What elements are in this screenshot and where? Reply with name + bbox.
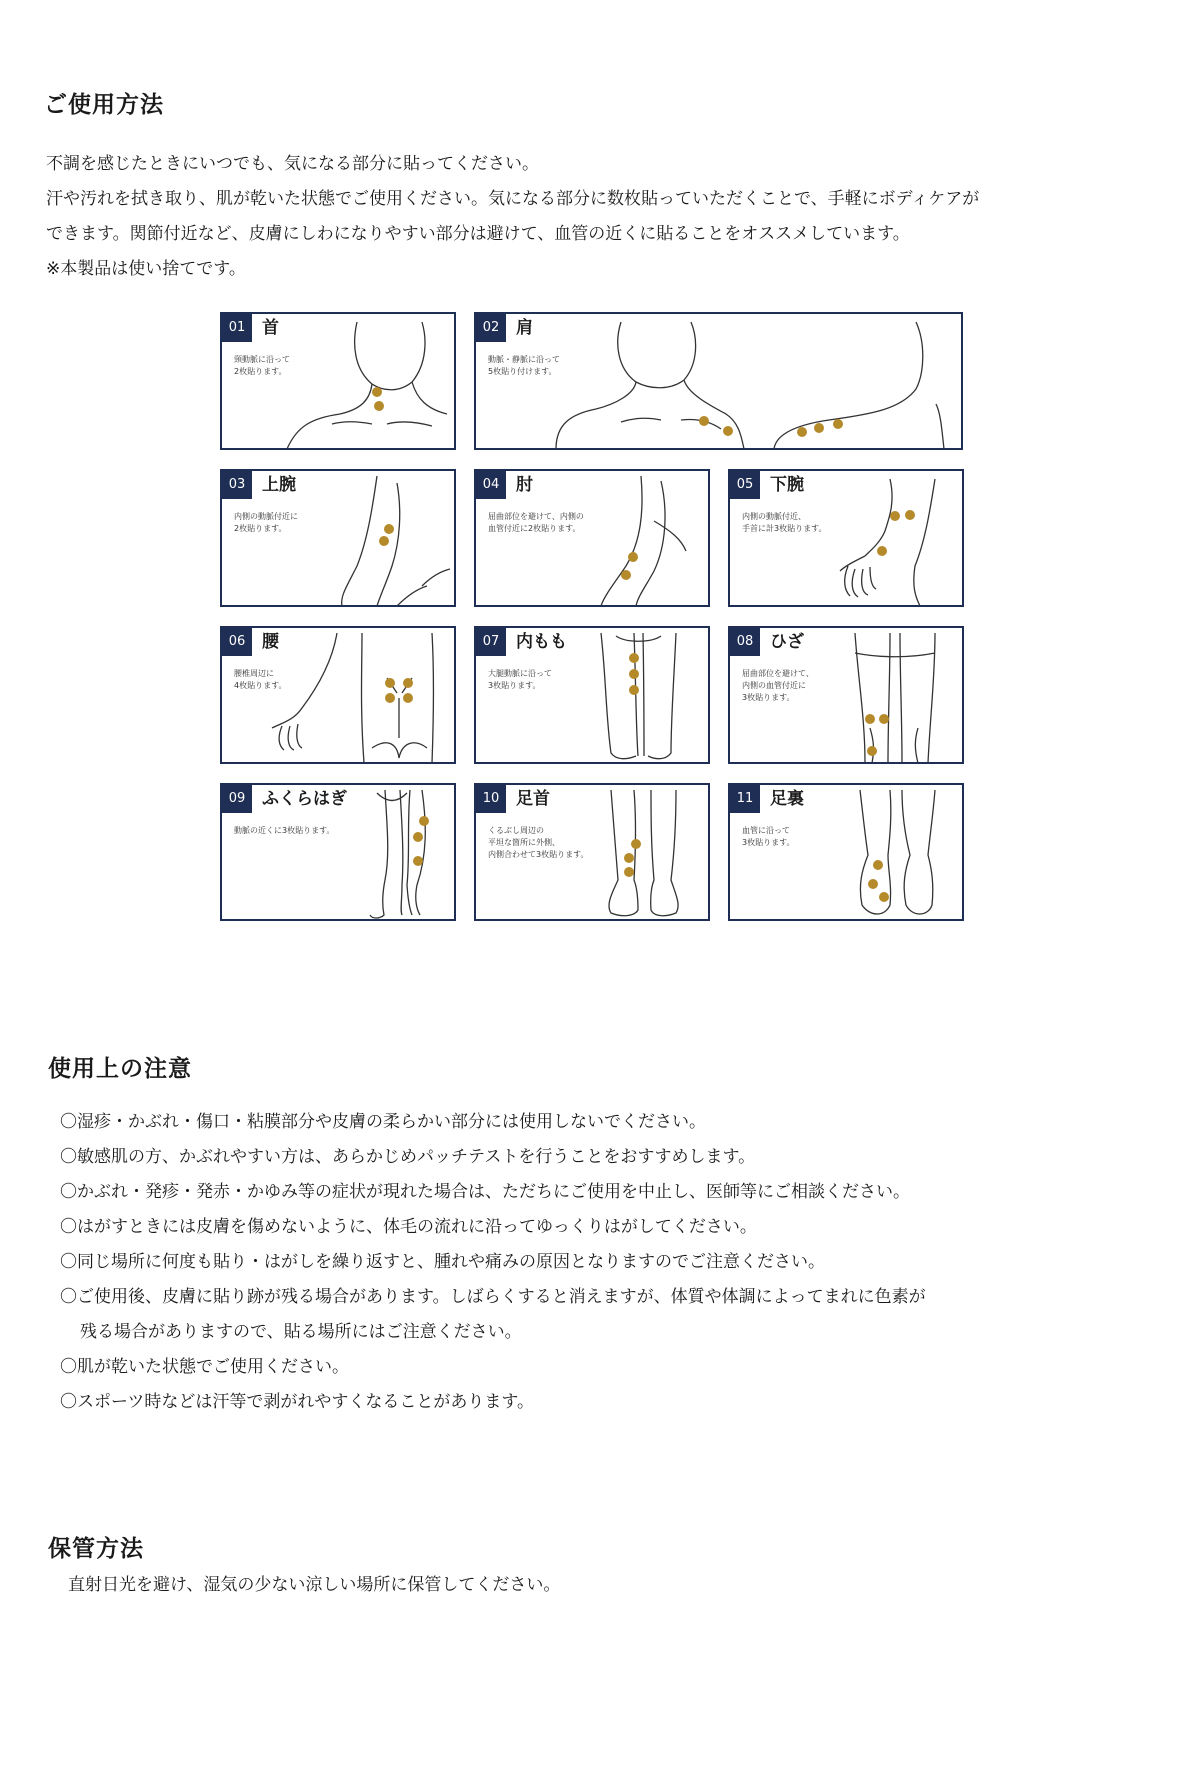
- panel-number: 03: [222, 471, 252, 499]
- patch-dot: [905, 510, 915, 520]
- inner-thigh-illustration: [476, 628, 710, 764]
- patch-dot: [723, 426, 733, 436]
- caution-item: 〇はがすときには皮膚を傷めないように、体毛の流れに沿ってゆっくりはがしてください。: [60, 1217, 757, 1237]
- caution-item: 〇敏感肌の方、かぶれやすい方は、あらかじめパッチテストを行うことをおすすめします。: [60, 1147, 756, 1167]
- patch-dot: [873, 860, 883, 870]
- patch-dot: [379, 536, 389, 546]
- panel-number: 10: [476, 785, 506, 813]
- storage-text: 直射日光を避け、湿気の少ない涼しい場所に保管してください。: [68, 1575, 561, 1595]
- usage-text: [46, 147, 1156, 287]
- panel-number: 07: [476, 628, 506, 656]
- panel-title: 肘: [516, 475, 533, 495]
- panel-number: 04: [476, 471, 506, 499]
- panel-desc: くるぶし周辺の 平坦な箇所に外側、 内側合わせて3枚貼ります。: [488, 826, 589, 859]
- forearm-illustration: [730, 471, 964, 607]
- caution-item: 〇ご使用後、皮膚に貼り跡が残る場合があります。しばらくすると消えますが、体質や体調によってまれに色素が: [60, 1287, 926, 1307]
- panel-desc: 内側の動脈付近に 2枚貼ります。: [234, 512, 298, 533]
- caution-item: 〇湿疹・かぶれ・傷口・粘膜部分や皮膚の柔らかい部分には使用しないでください。: [60, 1112, 706, 1132]
- usage-title: ご使用方法: [44, 92, 164, 118]
- patch-dot: [629, 653, 639, 663]
- panel-number: 05: [730, 471, 760, 499]
- patch-dot: [867, 746, 877, 756]
- panel-number: 09: [222, 785, 252, 813]
- patch-dot: [865, 714, 875, 724]
- patch-dot: [372, 387, 382, 397]
- patch-dot: [631, 839, 641, 849]
- upper-arm-illustration: [222, 471, 456, 607]
- patch-dot: [419, 816, 429, 826]
- patch-dot: [797, 427, 807, 437]
- panel-ankle: [474, 783, 710, 921]
- patch-dot: [879, 892, 889, 902]
- panel-upper-arm: [220, 469, 456, 607]
- patch-dot: [629, 669, 639, 679]
- caution-item: 残る場合がありますので、貼る場所にはご注意ください。: [80, 1322, 522, 1342]
- panel-number: 08: [730, 628, 760, 656]
- caution-item: 〇かぶれ・発疹・発赤・かゆみ等の症状が現れた場合は、ただちにご使用を中止し、医師等にご相談ください。: [60, 1182, 910, 1202]
- patch-dot: [699, 416, 709, 426]
- patch-dot: [403, 678, 413, 688]
- ankle-illustration: [476, 785, 710, 921]
- panel-number: 11: [730, 785, 760, 813]
- patch-dot: [413, 832, 423, 842]
- patch-dot: [877, 546, 887, 556]
- panel-desc: 内側の動脈付近、 手首に計3枚貼ります。: [742, 512, 827, 533]
- panel-title: 足裏: [770, 789, 804, 809]
- panel-number: 06: [222, 628, 252, 656]
- panel-inner-thigh: [474, 626, 710, 764]
- usage-line: 汗や汚れを拭き取り、肌が乾いた状態でご使用ください。気になる部分に数枚貼っていただくことで、手軽にボディケアが: [46, 189, 980, 209]
- elbow-illustration: [476, 471, 710, 607]
- lower-back-illustration: [222, 628, 456, 764]
- patch-dot: [624, 867, 634, 877]
- panel-desc: 屈曲部位を避けて、内側の 血管付近に2枚貼ります。: [488, 512, 584, 533]
- panel-desc: 腰椎周辺に 4枚貼ります。: [234, 669, 287, 690]
- panel-desc: 頸動脈に沿って 2枚貼ります。: [234, 355, 290, 376]
- knee-illustration: [730, 628, 964, 764]
- shoulder-illustration: [476, 314, 963, 450]
- patch-dot: [879, 714, 889, 724]
- panel-title: ふくらはぎ: [262, 789, 347, 809]
- patch-dot: [868, 879, 878, 889]
- panel-desc: 屈曲部位を避けて、 内側の血管付近に 3枚貼ります。: [742, 669, 814, 702]
- patch-dot: [385, 693, 395, 703]
- patch-dot: [384, 524, 394, 534]
- panel-knee: [728, 626, 964, 764]
- panel-forearm: [728, 469, 964, 607]
- panel-desc: 血管に沿って 3枚貼ります。: [742, 826, 795, 847]
- usage-line: ※本製品は使い捨てです。: [46, 259, 246, 279]
- panel-desc: 大腿動脈に沿って 3枚貼ります。: [488, 669, 552, 690]
- patch-dot: [403, 693, 413, 703]
- storage-title: 保管方法: [48, 1536, 144, 1562]
- panel-number: 02: [476, 314, 506, 342]
- panel-sole: [728, 783, 964, 921]
- caution-item: 〇スポーツ時などは汗等で剥がれやすくなることがあります。: [60, 1392, 534, 1412]
- panel-title: 腰: [262, 632, 279, 652]
- neck-illustration: [222, 314, 456, 450]
- patch-dot: [374, 401, 384, 411]
- panel-title: 下腕: [770, 475, 804, 495]
- patch-dot: [624, 853, 634, 863]
- patch-dot: [413, 856, 423, 866]
- panel-title: ひざ: [770, 632, 804, 652]
- panel-title: 足首: [516, 789, 550, 809]
- sole-illustration: [730, 785, 964, 921]
- panel-elbow: [474, 469, 710, 607]
- panel-shoulder: [474, 312, 963, 450]
- patch-dot: [629, 685, 639, 695]
- patch-dot: [621, 570, 631, 580]
- panel-desc: 動脈の近くに3枚貼ります。: [234, 826, 335, 835]
- panel-title: 首: [262, 318, 279, 338]
- usage-line: できます。関節付近など、皮膚にしわになりやすい部分は避けて、血管の近くに貼ることをオススメしています。: [46, 224, 910, 244]
- panel-title: 内もも: [516, 632, 567, 652]
- calf-illustration: [222, 785, 456, 921]
- cautions-list: [60, 1105, 926, 1420]
- patch-dot: [385, 678, 395, 688]
- caution-item: 〇肌が乾いた状態でご使用ください。: [60, 1357, 349, 1377]
- patch-dot: [833, 419, 843, 429]
- panel-calf: [220, 783, 456, 921]
- panel-neck: [220, 312, 456, 450]
- cautions-title: 使用上の注意: [48, 1056, 192, 1082]
- patch-dot: [628, 552, 638, 562]
- panel-title: 肩: [516, 318, 533, 338]
- patch-dot: [890, 511, 900, 521]
- panel-lower-back: [220, 626, 456, 764]
- panel-desc: 動脈・静脈に沿って 5枚貼り付けます。: [488, 355, 560, 376]
- panel-title: 上腕: [262, 475, 296, 495]
- caution-item: 〇同じ場所に何度も貼り・はがしを繰り返すと、腫れや痛みの原因となりますのでご注意ください。: [60, 1252, 825, 1272]
- patch-dot: [814, 423, 824, 433]
- panel-number: 01: [222, 314, 252, 342]
- usage-line: 不調を感じたときにいつでも、気になる部分に貼ってください。: [46, 154, 539, 174]
